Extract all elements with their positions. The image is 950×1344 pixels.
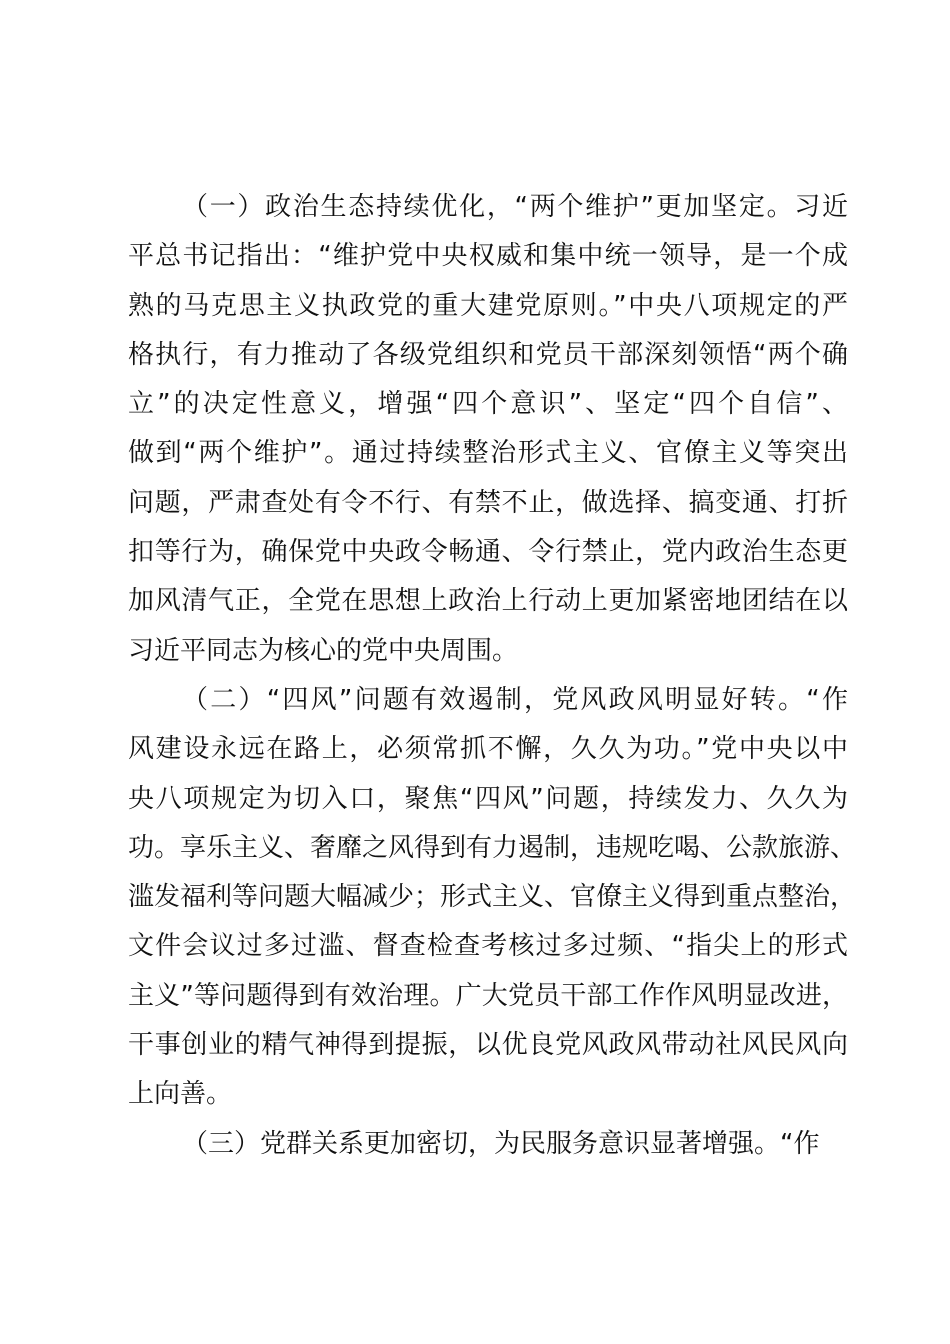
text-line: 滥发福利等问题大幅减少；形式主义、官僚主义得到重点整治，	[128, 882, 857, 913]
text-line: 风建设永远在路上，必须常抓不懈，久久为功。”党中央以中	[128, 734, 848, 765]
text-line: 熟的马克思主义执政党的重大建党原则。”中央八项规定的严	[128, 290, 848, 321]
text-line: 立”的决定性意义，增强“四个意识”、坚定“四个自信”、	[128, 389, 848, 420]
text-line: 上向善。	[128, 1079, 233, 1110]
paragraph-1	[128, 183, 848, 676]
text-line: 主义”等问题得到有效治理。广大党员干部工作作风明显改进，	[128, 980, 848, 1011]
text-line: 央八项规定为切入口，聚焦“四风”问题，持续发力、久久为	[128, 783, 848, 814]
text-line: 做到“两个维护”。通过持续整治形式主义、官僚主义等突出	[128, 438, 848, 469]
text-line: 习近平同志为核心的党中央周围。	[128, 635, 519, 666]
text-line: 格执行，有力推动了各级党组织和党员干部深刻领悟“两个确	[128, 339, 848, 370]
text-line: （三）党群关系更加密切，为民服务意识显著增强。“作	[182, 1128, 820, 1159]
text-line: 平总书记指出：“维护党中央权威和集中统一领导，是一个成	[128, 241, 848, 272]
text-line: 加风清气正，全党在思想上政治上行动上更加紧密地团结在以	[128, 586, 848, 617]
paragraph-3	[128, 1120, 848, 1169]
text-line: 文件会议过多过滥、督查检查考核过多过频、“指尖上的形式	[128, 931, 848, 962]
text-line: 干事创业的精气神得到提振，以优良党风政风带动社风民风向	[128, 1030, 848, 1061]
paragraph-2	[128, 676, 857, 1120]
document-body	[128, 183, 857, 1169]
text-line: （二）“四风”问题有效遏制，党风政风明显好转。“作	[182, 684, 848, 715]
text-line: 扣等行为，确保党中央政令畅通、令行禁止，党内政治生态更	[128, 537, 848, 568]
text-line: （一）政治生态持续优化，“两个维护”更加坚定。习近	[182, 192, 848, 222]
text-line: 问题，严肃查处有令不行、有禁不止，做选择、搞变通、打折	[128, 487, 848, 518]
text-line: 功。享乐主义、奢靡之风得到有力遏制，违规吃喝、公款旅游、	[128, 832, 857, 863]
